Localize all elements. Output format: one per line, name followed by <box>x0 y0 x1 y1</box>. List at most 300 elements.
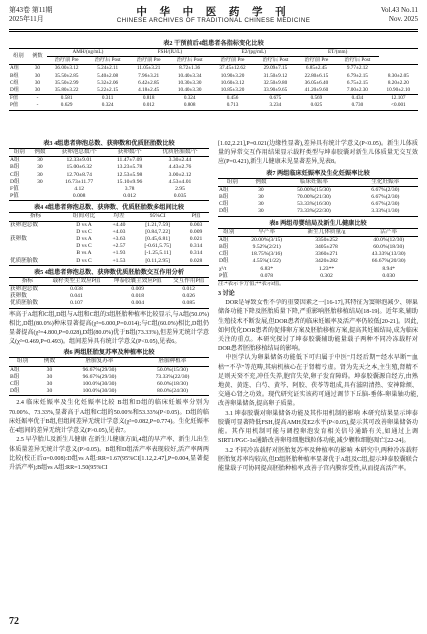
table-row <box>9 300 209 308</box>
table-3-caption: 表3 4组患者卵泡总数、获卵数和优质胚胎数比较 <box>43 140 175 147</box>
table-cell: 0.038 <box>70 286 83 293</box>
table-cell: C组 <box>10 171 20 178</box>
discussion-p2: 中医学认为卵巢储备功能低下可归属于中医"月经后期""经水早断""血枯""不孕"等范畴,其病机核心在于肾精亏虚。肾为先天之本,主生殖,肾精不足则天癸不充,冲任失养,胞宫失荣,卵子发育障碍。坤泰胶囊源自经方,由熟地黄、黄连、白芍、黄芩、阿胶、茯苓等组成,具有滋阴清热、安神除烦、交通心肾之功效。现代研究证实该药可通过调节下丘脑-垂体-卵巢轴功能,改善卵巢储备,提高卵子质量。 <box>218 355 418 408</box>
table-cell: 10.30±3.30 <box>177 79 202 86</box>
table-cell: 6.67%(2/30) <box>371 201 400 208</box>
table-cell: 0.025 <box>310 102 323 109</box>
th-sub-0: 治疗前 Pre <box>54 57 79 64</box>
table-cell: A组 <box>10 366 20 373</box>
table-row <box>9 388 209 396</box>
th-3: 生化妊娠率 <box>371 178 400 185</box>
table-row <box>9 250 209 257</box>
table-6-caption: 表6 两组胚胎复苏率及种植率比较 <box>63 349 155 357</box>
table-cell: 0.012 <box>182 286 195 293</box>
table-cell: 11.47±7.09 <box>116 157 143 164</box>
table-cell: D组 <box>10 87 19 94</box>
table-row <box>9 95 418 103</box>
th-3: 95%CI <box>149 213 166 220</box>
th-3: 交互作用P值 <box>173 277 205 284</box>
table-cell: 73.33%(22/30) <box>155 373 190 380</box>
table-row <box>9 374 209 381</box>
table-cell: 35.80±3.22 <box>54 87 79 94</box>
table-cell: 30 <box>46 373 53 380</box>
table-cell: 0.713 <box>226 102 239 109</box>
table-row <box>9 102 418 110</box>
table-cell: 12.33±9.01 <box>66 157 92 164</box>
table-cell: F值 <box>10 186 19 193</box>
table-cell: 6.42±2.85 <box>138 79 160 86</box>
table-5-caption: 表5 4组患者卵泡总数、获卵数优质胚胎数交互作用分析 <box>33 268 185 276</box>
discussion-p3: 3.1 坤泰胶囊对卵巢储备功能及其作用机制的影响 本研究结果显示坤泰胶囊可显著降低FSH,提高AMH及E2水平(P<0.05),提示其可改善卵巢储备功能。其作用机制可能与调控卵泡发育相关信号通路有关,如通过上调SIRT1/PGC-1α通路改善卵母细胞线粒体功能,减少颗粒细胞凋亡[22-24]。 <box>218 410 418 445</box>
table-cell: 0.030 <box>382 272 395 279</box>
table-cell: 4.18±2.45 <box>138 87 160 94</box>
table-cell: +2.57 <box>112 243 126 250</box>
table-cell: 12.70±8.74 <box>66 171 92 178</box>
table-cell: B组 <box>10 164 20 171</box>
table-row <box>9 157 209 165</box>
table-cell: 6.75±2.15 <box>346 79 368 86</box>
table-row <box>9 87 418 95</box>
table-cell: D组 <box>10 388 20 395</box>
table-cell: C组 <box>10 381 20 388</box>
table-row <box>218 236 418 244</box>
table-cell: 10.90±2.10 <box>386 87 411 94</box>
table-cell: 3.234 <box>269 102 282 109</box>
table-cell: 60.0%(18/30) <box>157 381 188 388</box>
header-rule <box>9 29 418 30</box>
table-cell: 10.40±3.34 <box>177 72 202 79</box>
table-3 <box>9 148 209 201</box>
table-cell: 7.00±2.30 <box>346 87 368 94</box>
table-cell: 0.324 <box>183 95 196 102</box>
table-cell: 40.0%(12/30) <box>373 236 405 243</box>
section-2-4: 2.4 临床妊娠率及生化妊娠率比较 B组和D组的临床妊娠率分别为70.00%、73.33%,显著高于A组和C组的50.00%和53.33%(P<0.05)。D组的临床妊娠率优于B组,但组间差异无统计学意义(χ²=0.082,P=0.774)。生化妊娠率在4组间的差异无统计学意义(P>0.05),见表7。 <box>9 400 209 435</box>
table-cell: B组 <box>219 194 229 201</box>
th-0: 指标 <box>30 213 42 220</box>
table-4 <box>9 212 209 265</box>
table-cell: 0.021 <box>189 236 203 243</box>
section-2-5: 2.5 早孕胎儿及新生儿健康 在新生儿健康方面,4组的早产率、新生儿出生体质量差异无统计学意义(P>0.05)。B组和D组活产率表现较好,活产率两两比较(校正后α=0.008):D组vs A组:RR=1.67(95%CI[1.12,2.47],P=0.004,显著提升活产率);B组vs A组:RR=1.50(95%CI <box>9 437 209 471</box>
table-cell: 43.33%(13/30) <box>371 251 406 258</box>
table-cell: 30 <box>34 87 41 94</box>
table-cell: 0.078 <box>260 272 273 279</box>
table-cell: 37.45±12.62 <box>219 65 246 72</box>
th-fsh: FSH/(IU/L) <box>129 49 211 57</box>
table-cell: 6.85±2.45 <box>305 65 327 72</box>
table-cell: [1.21,7.59] <box>145 221 170 228</box>
th-sub-4: 治疗前 Pre <box>220 57 245 64</box>
th-count: 例数 <box>28 49 47 65</box>
table-cell <box>9 229 62 236</box>
table-cell: 0.018 <box>131 293 144 300</box>
th-1: 载籽类型主效应P值 <box>52 277 101 284</box>
table-row <box>218 208 418 216</box>
section-3-heading: 3 讨论 <box>218 291 235 298</box>
table-cell: 0.035 <box>173 193 187 200</box>
table-cell: P值 <box>10 193 19 200</box>
table-cell: 50.00%(15/30) <box>297 186 331 193</box>
table-cell: 4.55%(1/22) <box>252 258 281 265</box>
th-3: 活产率 <box>380 228 398 235</box>
table-7-caption: 表7 两组临床妊娠率及生化妊娠率比较 <box>266 169 370 177</box>
table-cell: 0.009 <box>189 228 203 235</box>
table-cell: D组 <box>219 208 229 215</box>
table-cell: B组 <box>219 244 229 251</box>
table-cell: 53.33%(16/30) <box>297 201 331 208</box>
table-cell: 32.50±9.80 <box>263 79 288 86</box>
table-cell: P值 <box>10 102 19 109</box>
th-sub-2: 治疗前 Pre <box>136 57 161 64</box>
volume-issue: 第43卷 第11期 <box>9 6 53 14</box>
table-cell: 80.0%(24/30) <box>157 388 188 395</box>
table-row <box>9 179 209 186</box>
table-cell: 70.00%(21/30) <box>297 194 331 201</box>
table-row <box>9 236 209 243</box>
table-cell: 30 <box>34 72 41 79</box>
issue-date: 2025年11月 <box>9 15 44 23</box>
results-paragraph-2 <box>9 399 209 473</box>
table-cell: P值 <box>219 272 228 279</box>
table-cell: B vs A <box>76 250 92 257</box>
table-row <box>9 229 209 236</box>
table-cell: C组 <box>10 79 19 86</box>
table-cell: +4.03 <box>112 228 126 235</box>
table-cell: A组 <box>10 65 19 72</box>
table-cell: D组 <box>10 178 20 185</box>
table-6 <box>9 357 209 396</box>
table-cell: 8.20±2.20 <box>387 79 409 86</box>
th-0: 组别 <box>226 178 238 185</box>
table-cell: 73.33%(22/30) <box>297 208 331 215</box>
table-cell: 12.53±5.98 <box>116 171 143 178</box>
th-2: 临床妊娠率 <box>299 178 328 185</box>
table-cell: [-1.25,5.11] <box>144 250 171 257</box>
table-cell: 0.003 <box>189 221 203 228</box>
table-cell: 获卵数 <box>10 293 27 300</box>
table-cell: 18.75%(3/16) <box>251 251 283 258</box>
th-0: 组别 <box>13 149 25 155</box>
table-cell: 3350±252 <box>315 236 338 243</box>
table-cell: 6.83* <box>260 265 273 272</box>
table-cell: D vs C <box>76 257 92 264</box>
table-cell: 0.026 <box>182 293 195 300</box>
table-cell: [-0.61,5.75] <box>144 243 171 250</box>
journal-title-en: CHINESE ARCHIVES OF TRADITIONAL CHINESE MEDICINE <box>116 17 311 24</box>
table-cell: 0.085 <box>182 300 195 307</box>
table-cell: 10.40±3.30 <box>177 87 202 94</box>
right-column <box>218 140 418 589</box>
discussion-body <box>218 299 418 589</box>
table-cell <box>9 243 62 250</box>
issue-date-en: Nov. 2025 <box>388 15 418 23</box>
th-sub-1: 治疗后 Post <box>94 57 121 64</box>
table-cell: D vs A <box>76 221 92 228</box>
table-cell: 8.94* <box>382 265 395 272</box>
table-cell: A组 <box>219 186 229 193</box>
table-cell: 8.30±2.05 <box>387 72 409 79</box>
table-cell: 100.0%(30/30) <box>82 381 117 388</box>
table-2 <box>9 48 418 111</box>
th-0: 组别 <box>223 228 235 235</box>
table-cell: 35.50±2.85 <box>54 72 79 79</box>
table-cell <box>9 250 62 257</box>
table-row <box>9 80 418 87</box>
table-cell: 0.009 <box>131 286 144 293</box>
table-cell: 0.581 <box>60 95 73 102</box>
table-cell: 3.30±2.44 <box>168 157 192 164</box>
table-cell: C组 <box>219 251 229 258</box>
table-cell: 0.302 <box>320 272 333 279</box>
table-cell: 0.730 <box>351 102 364 109</box>
table-cell: 10.60±3.12 <box>220 79 245 86</box>
volume-issue-en: Vol.43 No.11 <box>380 6 418 14</box>
th-amh: AMH/(ng/mL) <box>47 49 129 57</box>
table-cell: D vs C <box>76 243 92 250</box>
table-cell: 3.33%(1/30) <box>371 208 400 215</box>
table-cell: 获卵泡总数 <box>10 221 38 228</box>
table-row <box>9 164 209 171</box>
table-row <box>9 186 209 193</box>
table-cell: D组 <box>219 258 229 265</box>
table-cell: 30 <box>46 366 53 373</box>
th-2: 坤泰胶囊主效应P值 <box>113 277 162 284</box>
table-cell: D vs A <box>76 236 92 243</box>
table-cell: B组 <box>10 72 19 79</box>
table-cell: 2.95 <box>175 186 185 193</box>
table-cell: 3420±282 <box>315 258 338 265</box>
results-paragraph-3: [1.02,2.21],P=0.021(边缘性显著),差异具有统计学意义(P<0.05)。新生儿体质量的异常交互作用结果显示载籽类型与坤泰胶囊对新生儿体质量无交互效应(P=0.421),新生儿健康未见显著差异,见表8。 <box>218 141 418 166</box>
table-cell: 36.00±3.12 <box>54 65 79 72</box>
table-cell: 0.041 <box>70 293 83 300</box>
th-2: 胚胎复苏率 <box>85 358 114 365</box>
header-right <box>381 6 418 24</box>
table-cell: 60.0%(18/30) <box>373 244 405 251</box>
table-row <box>9 73 418 80</box>
table-cell: [0.11,2.95] <box>145 257 170 264</box>
table-cell: 0.314 <box>189 243 203 250</box>
table-cell: 3.00±2.12 <box>168 171 192 178</box>
table-cell: - <box>36 102 39 109</box>
table-cell: 100.0%(30/30) <box>82 388 117 395</box>
table-cell: 10.90±3.20 <box>220 72 245 79</box>
journal-title-cn: 中 华 中 医 药 学 刊 <box>136 7 291 18</box>
table-cell: 0.456 <box>226 95 239 102</box>
table-cell: 36.05±6.40 <box>304 79 329 86</box>
table-cell: 31.50±9.12 <box>263 72 288 79</box>
table-4-caption: 表4 4组患者卵泡总数、获卵数、优质胚胎数多组间比较 <box>33 204 185 212</box>
th-1: 例数 <box>43 358 56 365</box>
table-row <box>218 266 418 273</box>
table-row <box>9 193 209 201</box>
table-cell: +3.63 <box>112 236 126 243</box>
table-cell: 30 <box>258 186 264 193</box>
table-cell: 30 <box>258 208 264 215</box>
table-cell: 29.09±7.15 <box>263 65 288 72</box>
table-cell: 0.434 <box>351 95 364 102</box>
table-cell: 0.324 <box>101 102 114 109</box>
table-cell: 96.67%(29/30) <box>82 373 117 380</box>
table-2-block <box>9 40 418 111</box>
left-column <box>9 140 209 473</box>
table-cell: 30 <box>37 171 43 178</box>
table-cell: +1.53 <box>112 257 126 264</box>
table-cell: A组 <box>219 236 229 243</box>
table-row <box>9 366 209 374</box>
table-row <box>9 258 209 266</box>
th-1: 例数 <box>255 178 267 185</box>
table-cell: 15.10±9.96 <box>116 178 143 185</box>
table-cell: 优质胚胎数 <box>10 300 38 307</box>
table-cell: 15.00±6.32 <box>66 164 92 171</box>
th-sub-5: 治疗后 Post <box>262 57 289 64</box>
table-cell: 0.808 <box>183 102 196 109</box>
table-row <box>218 258 418 265</box>
table-cell: 33.90±9.65 <box>263 87 288 94</box>
th-1: 早产率 <box>258 228 276 235</box>
table-cell <box>30 193 51 201</box>
table-cell: 96.67%(29/30) <box>82 366 117 373</box>
table-cell: F值 <box>10 95 19 102</box>
table-cell: 35.50±2.99 <box>54 79 79 86</box>
table-cell: χ²/t <box>219 265 227 272</box>
table-row <box>218 273 418 281</box>
th-2: 均差 <box>113 213 125 220</box>
table-8-note: 注:*表示卡方值;**表示t值。 <box>218 281 285 288</box>
table-cell: 0.311 <box>101 95 114 102</box>
table-cell: 20.00%(3/15) <box>251 236 283 243</box>
table-cell: C组 <box>219 201 229 208</box>
table-cell: 10.85±3.20 <box>220 87 245 94</box>
th-sub-3: 治疗后 Post <box>176 57 203 64</box>
table-cell: 30 <box>34 65 41 72</box>
th-0: 组别 <box>16 358 29 365</box>
table-cell: 12.107 <box>391 95 406 102</box>
table-5 <box>9 277 209 309</box>
table-cell: 30 <box>46 381 53 388</box>
table-cell: 11.05±3.21 <box>136 65 161 72</box>
table-cell: 0.012 <box>142 102 155 109</box>
table-cell: 4.43±2.76 <box>168 164 192 171</box>
table-cell: +4.40 <box>112 221 126 228</box>
th-2: 获卵数/个 <box>117 149 142 155</box>
table-cell: 3360±271 <box>315 251 338 258</box>
table-2-caption: 表2 干预前后4组患者各指标变化比较 <box>163 40 264 47</box>
table-cell: D vs C <box>76 228 92 235</box>
table-cell: 30 <box>34 79 41 86</box>
table-cell: [0.84,7.22] <box>145 228 170 235</box>
table-cell: 30 <box>46 388 53 395</box>
table-cell: 4.53±4.01 <box>168 178 192 185</box>
table-cell: 5.22±2.15 <box>97 87 119 94</box>
th-3: 优质胚胎数/个 <box>162 149 198 155</box>
table-cell: 50.0%(15/30) <box>157 366 188 373</box>
table-cell: 4.12 <box>74 186 85 193</box>
table-cell: 30 <box>258 201 264 208</box>
th-sub-6: 治疗前 Pre <box>304 57 329 64</box>
table-cell: 16.73±11.77 <box>65 178 94 185</box>
table-cell: 30 <box>37 164 43 171</box>
table-cell: 获卵泡总数 <box>10 286 38 293</box>
table-row <box>9 221 209 229</box>
table-cell: 66.67%(20/30) <box>371 258 406 265</box>
page-header <box>0 0 427 40</box>
table-cell: 5.40±2.08 <box>97 72 119 79</box>
table-7 <box>218 178 418 217</box>
table-cell: 0.314 <box>189 250 203 257</box>
table-cell: 5.24±2.11 <box>97 65 119 72</box>
table-row <box>9 172 209 179</box>
table-cell: 30 <box>37 178 43 185</box>
table-cell: 13.23±5.78 <box>116 164 143 171</box>
table-cell <box>30 186 51 193</box>
table-cell: 30 <box>37 157 43 164</box>
th-sub-7: 治疗后 Post <box>344 57 371 64</box>
header-rule-thin <box>9 31 418 32</box>
table-cell: 0.675 <box>269 95 282 102</box>
table-row <box>9 243 209 250</box>
th-e2: E2/(pg/mL) <box>211 49 297 57</box>
th-et: ET/(mm) <box>297 49 379 57</box>
table-cell: A组 <box>10 157 20 164</box>
table-cell: 6.67%(2/30) <box>371 186 400 193</box>
table-cell: 6.79±2.15 <box>346 72 368 79</box>
th-3: 胚胎种植率 <box>158 358 187 365</box>
table-row <box>9 286 209 294</box>
table-cell: 9.77±2.12 <box>346 65 368 72</box>
table-row <box>9 293 209 300</box>
table-cell: 9.52%(2/21) <box>252 244 281 251</box>
th-count: 例数 <box>34 149 46 155</box>
table-cell: 8.72±1.36 <box>179 65 201 72</box>
table-cell: 0.028 <box>189 257 203 264</box>
table-cell: <0.001 <box>391 102 406 109</box>
table-cell: 0.107 <box>70 300 83 307</box>
table-cell: 6.67%(2/30) <box>371 194 400 201</box>
table-cell: 1.23** <box>318 265 335 272</box>
table-row <box>218 186 418 194</box>
table-8 <box>218 228 418 281</box>
table-cell: 0.818 <box>142 95 155 102</box>
table-cell: +1.93 <box>112 250 126 257</box>
table-cell: B组 <box>10 373 20 380</box>
table-row <box>9 65 418 73</box>
table-8-caption: 表8 两组母婴结局及新生儿健康比较 <box>269 219 367 227</box>
table-cell: 0.012 <box>123 193 136 200</box>
th-4: P值 <box>191 213 201 220</box>
table-cell: [0.45,6.81] <box>145 236 170 243</box>
table-cell: - <box>36 95 39 102</box>
th-2: 新生儿体质量/g <box>307 228 346 235</box>
table-cell: 0.004 <box>131 300 144 307</box>
table-cell: 7.96±3.21 <box>138 72 160 79</box>
table-cell: 0.629 <box>60 102 73 109</box>
th-1: 组间对比 <box>72 213 96 220</box>
table-cell: 优质胚胎数 <box>10 257 38 264</box>
table-cell: 0.008 <box>72 193 86 200</box>
table-cell: 0.569 <box>310 95 323 102</box>
th-1: 获卵泡总数/个 <box>61 149 97 155</box>
discussion-p4: 3.2 不同冷冻载籽对胚胎复苏率及种植率的影响 本研究中,两种冷冻载籽胚胎复苏率均较高,但D组胚胎种植率显著优于A组及C组,提示坤泰胶囊联合能量载子可协同提高胚胎种植率,改善子宫内膜容受性,从而提高活产率。 <box>218 447 418 472</box>
table-cell: 3.78 <box>124 186 135 193</box>
results-paragraph-1: 率高于A组和C组,D组与A组和C组的3组胚胎种植率比较显示,与A组(50.0%)相比,D组(80.0%)种床显著提高(χ²=6.000,P=0.014);与C组(60.0%)相比,D组仍显著提高(χ²=4.800,P=0.028),D组(80.0%)优于B组(73.33%),但差异无统计学意义(χ²=0.469,P=0.493)。组间差异具有统计学意义(P<0.05),见表6。 <box>9 311 209 346</box>
table-cell: 3405±278 <box>315 244 338 251</box>
th-group: 组别 <box>9 49 28 65</box>
table-cell: 22.80±6.15 <box>304 72 329 79</box>
table-cell: 获卵数 <box>10 236 27 243</box>
table-cell: 5.32±2.06 <box>97 79 119 86</box>
table-cell: 41.20±9.60 <box>304 87 329 94</box>
page-number: 72 <box>9 616 19 627</box>
